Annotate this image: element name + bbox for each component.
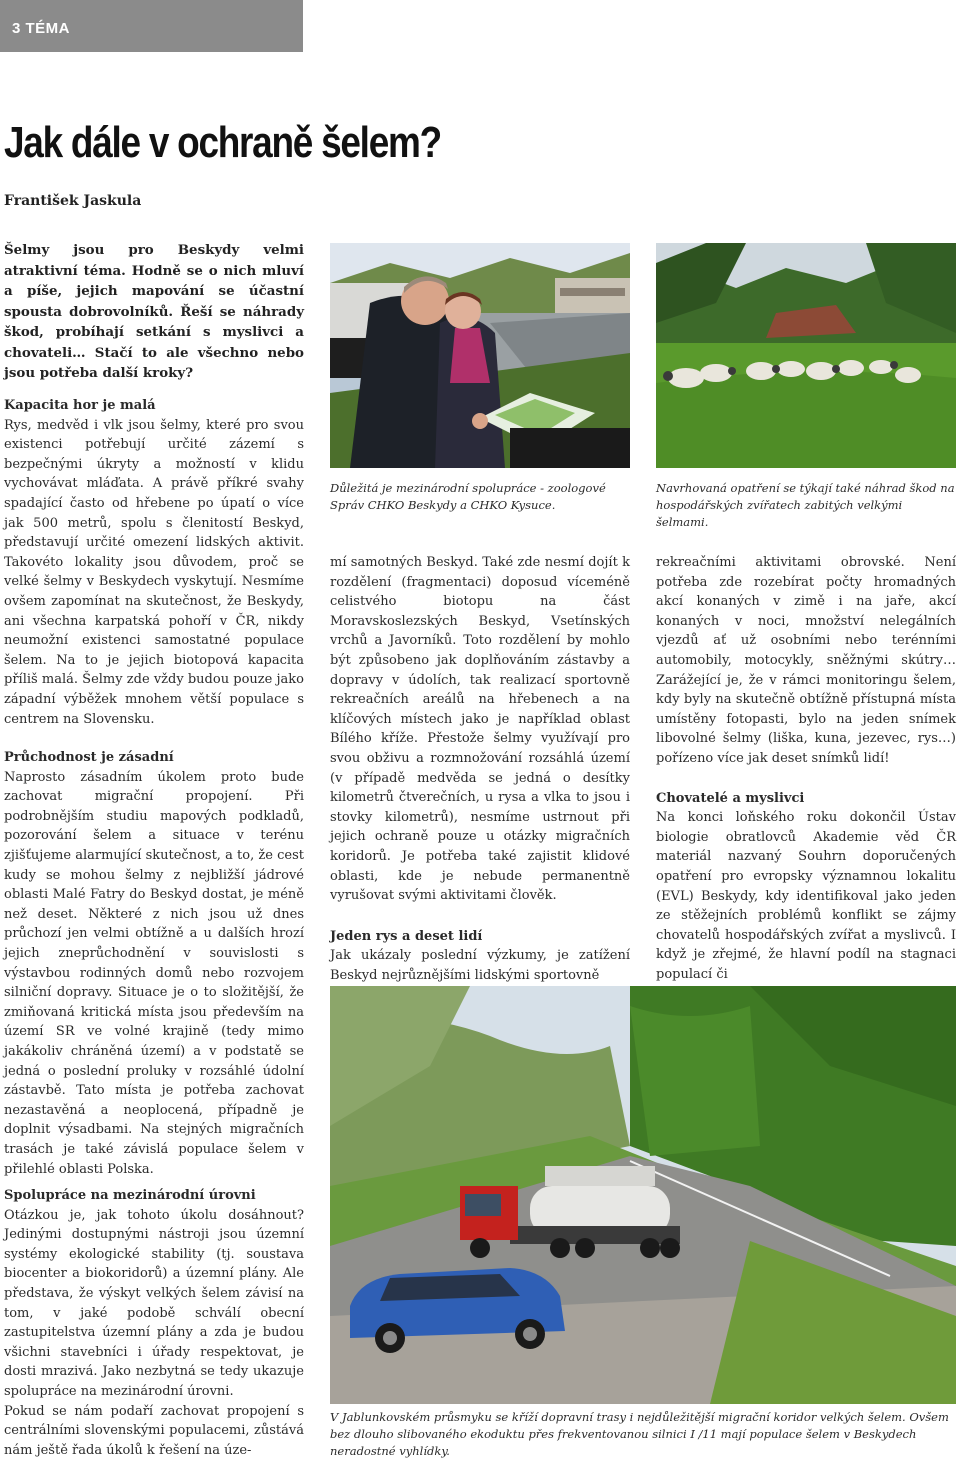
column-3 (656, 553, 956, 984)
section-text-cooperation-cont: Pokud se nám podaří zachovat propojení s centrálními slovenskými populacemi, zůstává nám ještě řada úkolů k řešení na úze- (4, 1403, 304, 1458)
column-1-bottom (4, 1186, 304, 1460)
article-title: Jak dále v ochraně šelem? (4, 118, 441, 167)
article-lead: Šelmy jsou pro Beskydy velmi atraktivní téma. Hodně se o nich mluví a píše, jejich mapování se účastní spousta dobrovolníků. Řeší se náhrady škod, probíhají setkání s myslivci a chovateli… Stačí to ale všechno nebo jsou potřeba další kroky? (4, 242, 304, 381)
caption-zoologists: Důležitá je mezinárodní spolupráce - zoologové Správ CHKO Beskydy a CHKO Kysuce. (330, 481, 606, 512)
section-heading-breeders: Chovatelé a myslivci (656, 790, 805, 806)
section-text-breeders: Na konci loňského roku dokončil Ústav biologie obratlovců Akademie věd ČR materiál nazvaný Souhrn doporučených opatření pro evropsky významnou lokalitu (EVL) Beskydy, kdy identifikoval jako jeden ze stěžejních problémů konflikt se zájmy chovatelů hospodářských zvířat a myslivců. I když je zřejmé, že hlavní podíl na stagnaci populací či (656, 810, 956, 982)
section-text-cooperation: Otázkou je, jak tohoto úkolu dosáhnout? Jedinými dostupnými nástroji jsou územní systémy ekologické stability (tj. soustava biocenter a biokoridorů) a územní plány. Ale představa, že výskyt velkých šelem závisí na tom, v jaké podobě schválí obecní zastupitelstva územní plány a zda je budou všichni stavebníci i úřady respektovat, je dosti mrazivá. Jako nezbytná se tedy ukazuje spolupráce na mezinárodní úrovni. (4, 1207, 304, 1399)
photo-grazing-sheep (656, 243, 956, 468)
column-2-text: mí samotných Beskyd. Také zde nesmí dojít k rozdělení (fragmentaci) doposud víceméně celistvého biotopu na část Moravskoslezských Beskyd, Vsetínských vrchů a Javorníků. Toto rozdělení by mohlo být způsobeno jak doplňováním zástavby a dopravy v údolích, tak realizací sportovně rekreačních areálů na hřebenech a na klíčových místech jako je například oblast Bílého kříže. Přestože šelmy využívají pro svou obživu a rozmnožování rozsáhlá území (v případě medvěda se jedná o desítky kilometrů čtverečních, u rysa a vlka to jsou i stovky kilometrů), nesmíme ustrnout při jejich ochraně pouze u otázky migračních koridorů. Je potřeba také zajistit klidové oblasti, kde je nebude permanentně vyrušovat svými aktivitami člověk. (330, 555, 630, 904)
section-heading-one-lynx: Jeden rys a deset lidí (330, 928, 483, 944)
article-author: František Jaskula (4, 193, 142, 209)
photo-zoologists-with-map (330, 243, 630, 468)
photo-jablunkov-road (330, 986, 956, 1404)
section-heading-cooperation: Spolupráce na mezinárodní úrovni (4, 1188, 256, 1203)
caption-sheep: Navrhovaná opatření se týkají také náhrad škod na hospodářských zvířatech zabitých velkými šelmami. (656, 481, 955, 529)
caption-road: V Jablunkovském průsmyku se kříží dopravní trasy i nejdůležitější migrační koridor velkých šelem. Ovšem bez dlouho slibovaného ekoduktu přes frekventovanou silnici I /11 mají populace šelem v Beskydech neradostné vyhlídky. (330, 1410, 949, 1458)
column-1-top (4, 396, 304, 1179)
section-label: 3 TÉMA (12, 20, 71, 37)
column-2 (330, 553, 630, 985)
section-text-one-lynx: Jak ukázaly poslední výzkumy, je zatížení Beskyd nejrůznějšími lidskými sportovně (330, 948, 630, 983)
section-text-capacity: Rys, medvěd i vlk jsou šelmy, které pro svou existenci potřebují určité zázemí s bezpečnými úkryty a možností v klidu vychovávat mláďata. A právě příkré svahy spadající často od hřebene po úpatí o více jak 500 metrů, spolu s členitostí Beskyd, představují určité omezení lidských aktivit. Takovéto lokality jsou důvodem, proč se velké šelmy v Beskydech vyskytují. Nesmíme ovšem zapomínat na skutečnost, že Beskydy, ani všechna karpatská pohoří v ČR, nikdy neumožní existenci samostatné populace šelem. Na to je jejich biotopová kapacita příliš malá. Šelmy zde vždy budou pouze jako západní výběžek mnohem větší populace s centrem na Slovensku. (4, 417, 304, 727)
section-text-passability: Naprosto zásadním úkolem proto bude zachovat migrační propojení. Při podrobnějším studiu mapových podkladů, pozorování šelem a situace v terénu zjišťujeme alarmující skutečnost, a to, že cest kudy se mohou šelmy z nejbližší jádrové oblasti Malé Fatry do Beskyd dostat, je méně než deset. Některé z nich jsou už dnes průchozí jen velmi obtížně a u dalších hrozí jejich zneprůchodnění v souvislosti s výstavbou rodinných domů nebo rozvojem silniční dopravy. Situace je o to složitější, že zmiňovaná kritická místa jsou především na území SR ve volné krajině (tedy mimo jakákoliv chráněná území) a v podstatě se jedná o poslední proluky v rozsáhlé údolní zástavbě. Tato místa je potřeba zachovat nezastavěná a neoplocená, případně je doplnit výsadbami. Na stejných migračních trasách je také závislá populace šelem v přilehlé oblasti Polska. (4, 769, 304, 1177)
section-heading-capacity: Kapacita hor je malá (4, 398, 156, 413)
column-3-text: rekreačními aktivitami obrovské. Není potřeba zde rozebírat počty hromadných akcí konaných v zimě i na jaře, akcí konaných v noci, množství nelegálních vjezdů ať už osobními nebo terénními automobily, motocykly, sněžnými skútry… Zarážející je, že v rámci monitoringu šelem, kdy byly na skutečně obtížně přístupná místa umístěny fotopasti, bylo na jeden snímek libovolné šelmy (liška, kuna, jezevec, rys…) pořízeno více jak deset snímků lidí! (656, 555, 956, 766)
section-heading-passability: Průchodnost je zásadní (4, 750, 174, 766)
section-header-band (0, 0, 303, 52)
